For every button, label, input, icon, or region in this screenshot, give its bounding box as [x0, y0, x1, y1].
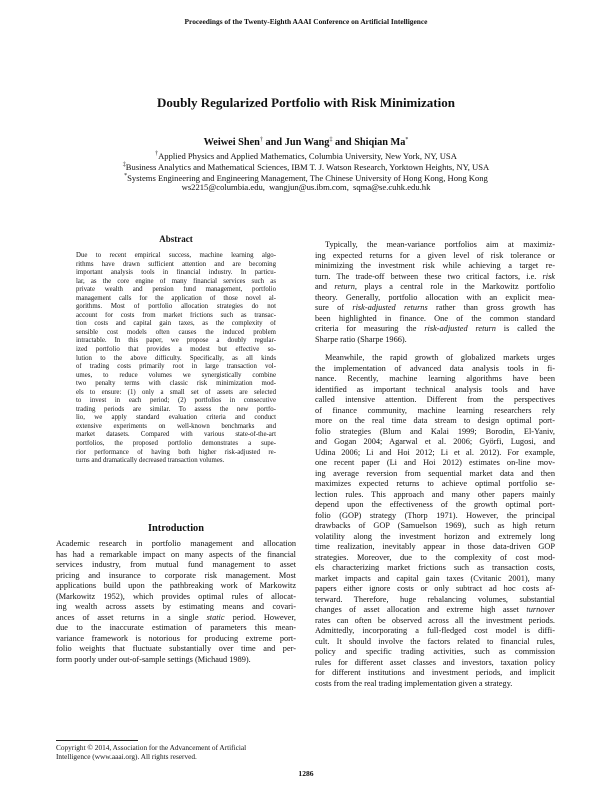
text-line: Typically, the mean-variance portfolios aim at maximiz- — [325, 240, 555, 249]
text-line: Academic research in portfolio management and allocation — [56, 539, 296, 548]
text-line: lection rules. This approach and many other papers mainly — [315, 489, 555, 499]
text-line: strategies. Moreover, due to the complexity of cost mod- — [315, 552, 555, 562]
abstract-line: tion costs and capital gain taxes, as the complexity of — [76, 320, 276, 328]
text-line: Sharpe ratio (Sharpe 1966). — [315, 334, 407, 344]
text-line: rates can often be observed across all the investment periods. — [315, 615, 555, 625]
author-separator: and — [332, 137, 355, 148]
text-line: drawbacks of GOP (Samuelson 1969), such as high return — [315, 521, 555, 530]
abstract-body — [76, 252, 276, 466]
text-line: market impacts and capital gain taxes (Cvitanic 2001), many — [315, 573, 555, 583]
text-line: the implementation of advanced data analysis tools in fi- — [315, 363, 555, 373]
text-line: (Markowitz 1952), which provides optimal rules of allocat- — [56, 591, 296, 601]
text-line: papers either ignore costs or only subtract ad hoc costs af- — [315, 584, 555, 593]
author-name: Jun Wang — [284, 137, 330, 148]
italic-term: risk-adjusted return — [424, 324, 496, 333]
italic-term: risk-adjusted returns — [352, 303, 428, 312]
affiliation-mark: ‡ — [122, 162, 126, 168]
text-line: variance framework is notorious for producing extreme port- — [56, 633, 296, 643]
text-line: depend upon the effectiveness of the growth optimal port- — [315, 500, 555, 509]
introduction-paragraph-3 — [315, 353, 555, 689]
copyright-line: Copyright © 2014, Association for the Advancement of Artificial — [56, 743, 247, 752]
abstract-line: lution to the above difficulty. Specifically, as all kinds — [76, 354, 276, 362]
text-line: criteria for measuring the risk-adjusted return is called the — [315, 324, 555, 333]
text-line: volatility along the investment horizon and extremely long — [315, 531, 555, 541]
affiliation-text: Applied Physics and Applied Mathematics, Columbia University, New York, NY, USA — [158, 151, 457, 161]
abstract-line: lar, as the core engine of many financial services such as — [76, 277, 276, 285]
author-mark: * — [405, 137, 409, 143]
abstract-line: sensible cost models often causes the induced problem — [76, 328, 276, 336]
text-line: folio strategies (Blum and Kalai 1999; Borodin, El-Yaniv, — [315, 426, 555, 436]
text-line: due to the inaccurate estimation of parameters this mean- — [56, 623, 296, 632]
abstract-line: rior performance of having both higher risk-adjusted re- — [76, 448, 276, 456]
abstract-line: umes, to reduce volumes we synergistically combine — [76, 371, 276, 379]
copyright-notice — [56, 744, 296, 762]
text-line: and Gogan 2004; Agarwal et al. 2006; Györfi, Lugosi, and — [315, 437, 555, 446]
text-line: time realization, inevitably appear in those data-driven GOP — [315, 542, 555, 551]
text-line: form poorly under out-of-sample settings (Michaud 1989). — [56, 654, 251, 664]
abstract-line: market datasets. Compared with various state-of-the-art — [76, 431, 276, 439]
text-line: more on the real time data stream to design optimal port- — [315, 416, 555, 425]
affiliation-mark: † — [155, 151, 159, 157]
introduction-paragraph-1 — [56, 539, 296, 665]
page-number: 1286 — [298, 769, 314, 778]
abstract-line: management calls for the application of those novel al- — [76, 294, 276, 302]
introduction-paragraph-2 — [315, 240, 555, 345]
text-line: Meanwhile, the rapid growth of globalized markets urges — [325, 353, 555, 362]
italic-term: turnover — [526, 605, 555, 614]
italic-term: risk — [542, 271, 555, 281]
text-line: changes of asset allocation and extreme high asset turnover — [315, 605, 555, 614]
abstract-line: important analysis tools in financial industry. In particu- — [76, 269, 276, 277]
author-name: Weiwei Shen — [203, 137, 260, 148]
affiliation-text: Systems Engineering and Engineering Management, The Chinese University of Hong Kong, Hong Kong — [127, 173, 488, 183]
abstract-line: turns and dramatically decreased transaction volumes. — [76, 457, 225, 465]
text-line: and return, plays a central role in the Markowitz portfolio — [315, 282, 555, 291]
text-line: els characterizing market frictions such as transaction costs, — [315, 563, 555, 572]
affiliation-text: Business Analytics and Mathematical Sciences, IBM T. J. Watson Research, Yorktown Heights, NY, USA — [125, 162, 490, 172]
venue-header: Proceedings of the Twenty-Eighth AAAI Conference on Artificial Intelligence — [184, 17, 428, 26]
abstract-line: els to ensure: (1) only a small set of assets are selected — [76, 388, 276, 396]
text-line: folio weights that fluctuate substantially over time and per- — [56, 644, 296, 653]
text-line: been highlighted in finance. One of the common standard — [315, 313, 555, 323]
abstract-line: gorithms. Most of portfolio allocation strategies do not — [76, 303, 276, 311]
abstract-line: two penalty terms with classic risk minimization mod- — [76, 380, 276, 388]
abstract-heading: Abstract — [159, 234, 193, 244]
text-line: identified as important technical analysis tools and have — [315, 384, 555, 394]
abstract-line: rithms have drawn sufficient attention and are becoming — [76, 260, 276, 268]
author-emails: ws2215@columbia.edu, wangjun@us.ibm.com, sqma@se.cuhk.edu.hk — [181, 182, 431, 192]
text-line: sure of risk-adjusted returns rather than gross growth has — [315, 303, 555, 312]
text-line: called intensive attention. Different from the perspectives — [315, 395, 555, 404]
text-line: ances of asset returns in a single static period. However, — [56, 612, 296, 622]
text-line: Udina 2006; Li and Hoi 2012; Li et al. 2012). For example, — [315, 447, 555, 457]
author-separator: and — [262, 137, 285, 148]
copyright-symbol: © — [87, 743, 93, 752]
text-line: costs from the real trading implementation given a strategy. — [315, 678, 513, 688]
paper-title: Doubly Regularized Portfolio with Risk Minimization — [157, 95, 455, 110]
abstract-line: extensive experiments on well-known benchmarks and — [76, 422, 276, 430]
text-line: cult. It should involve the factors related to financial rules, — [315, 636, 555, 646]
text-line: ing expected returns for a given level of risk tolerance or — [315, 250, 555, 260]
text-line: policy and specific trading activities, such as commission — [315, 647, 555, 656]
author-name: Shiqian Ma — [354, 137, 406, 148]
text-line: ing average reversion from sequential market data and then — [315, 468, 555, 478]
abstract-line: private wealth and pension fund management, portfolio — [76, 286, 276, 294]
text-line: folio (GOP) strategy (Thorp 1971). However, the principal — [315, 510, 555, 520]
text-line: one recent paper (Li and Hoi 2012) estimates on-line mov- — [315, 458, 555, 467]
abstract-line: portfolios, the proposed portfolio demonstrates a supe- — [76, 440, 276, 448]
footnote-rule — [56, 740, 138, 741]
text-line: rules for different asset classes and investors, taxation policy — [315, 657, 555, 667]
introduction-heading: Introduction — [148, 523, 204, 534]
abstract-line: trading periods are similar. To assess the new portfo- — [76, 405, 276, 413]
text-line: pricing and insurance to corporate risk management. Most — [56, 570, 296, 580]
text-line: Admittedly, incorporating a full-fledged cost model is diffi- — [315, 626, 555, 635]
text-line: applications build upon the pathbreaking work of Markowitz — [56, 581, 296, 590]
abstract-line: to invest in each period; (2) portfolios in consecutive — [76, 397, 276, 405]
text-line: theory. Generally, portfolio allocation with an explicit mea- — [315, 292, 555, 302]
abstract-line: lio, we apply standard evaluation criteria and conduct — [76, 414, 276, 422]
abstract-line: intractable. In this paper, we propose a doubly regular- — [76, 337, 276, 345]
author-mark: † — [259, 137, 263, 143]
text-line: for different institutions and investment periods, and implicit — [315, 668, 555, 677]
abstract-line: of trading costs primarily root in large transaction vol- — [76, 363, 276, 371]
text-line: services industry, from mutual fund management to asset — [56, 560, 296, 569]
author-mark: ‡ — [329, 137, 333, 143]
italic-term: static — [206, 612, 225, 622]
text-line: of finance community, machine learning researchers rely — [315, 405, 555, 415]
abstract-line: ized portfolio that provides a modest but effective so- — [76, 346, 276, 354]
text-line: terward. Therefore, huge rebalancing volumes, substantial — [315, 594, 555, 604]
text-line: nance. Recently, machine learning algorithms have been — [315, 374, 555, 383]
affiliation-mark: * — [124, 173, 128, 179]
abstract-line: Due to recent empirical success, machine learning algo- — [76, 252, 276, 259]
copyright-line: Intelligence (www.aaai.org). All rights reserved. — [56, 751, 197, 761]
text-line: maximizes expected returns to achieve optimal portfolio se- — [315, 479, 555, 488]
author-list — [0, 137, 612, 148]
abstract-line: account for costs from market frictions such as transac- — [76, 311, 276, 319]
text-line: minimizing the investment risk while achieving a target re- — [315, 261, 555, 270]
text-line: ing wealth across assets by estimating means and covari- — [56, 602, 296, 611]
italic-term: return — [334, 282, 355, 291]
text-line: turn. The trade-off between these two critical factors, i.e. risk — [315, 271, 555, 281]
text-line: has had a remarkable impact on many aspects of the financial — [56, 549, 296, 559]
